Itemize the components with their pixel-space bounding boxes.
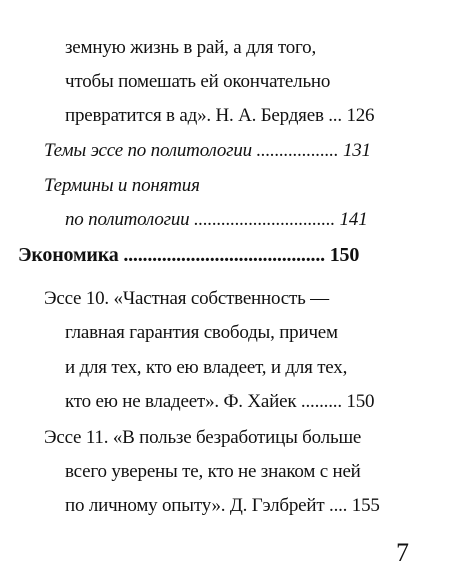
toc-line: чтобы помешать ей окончательно [65,71,331,92]
toc-section-heading: Экономика .......................................... 150 [18,244,360,266]
toc-line: земную жизнь в рай, а для того, [65,37,317,58]
toc-line: главная гарантия свободы, причем [65,322,338,343]
toc-line: и для тех, кто ею владеет, и для тех, [65,357,348,378]
toc-line: Эссе 10. «Частная собственность — [44,288,329,309]
toc-line: по личному опыту». Д. Гэлбрейт .... 155 [65,495,380,516]
toc-line: Эссе 11. «В пользе безработицы больше [44,427,362,448]
toc-line: Темы эссе по политологии .................. 131 [44,140,371,161]
toc-line: всего уверены те, кто не знаком с ней [65,461,361,482]
toc-line: по политологии ............................... 141 [65,209,368,230]
toc-line: Термины и понятия [44,175,200,196]
page-number: 7 [396,538,409,567]
toc-line: превратится в ад». Н. А. Бердяев ... 126 [65,105,375,126]
toc-line: кто ею не владеет». Ф. Хайек ......... 150 [65,391,375,412]
